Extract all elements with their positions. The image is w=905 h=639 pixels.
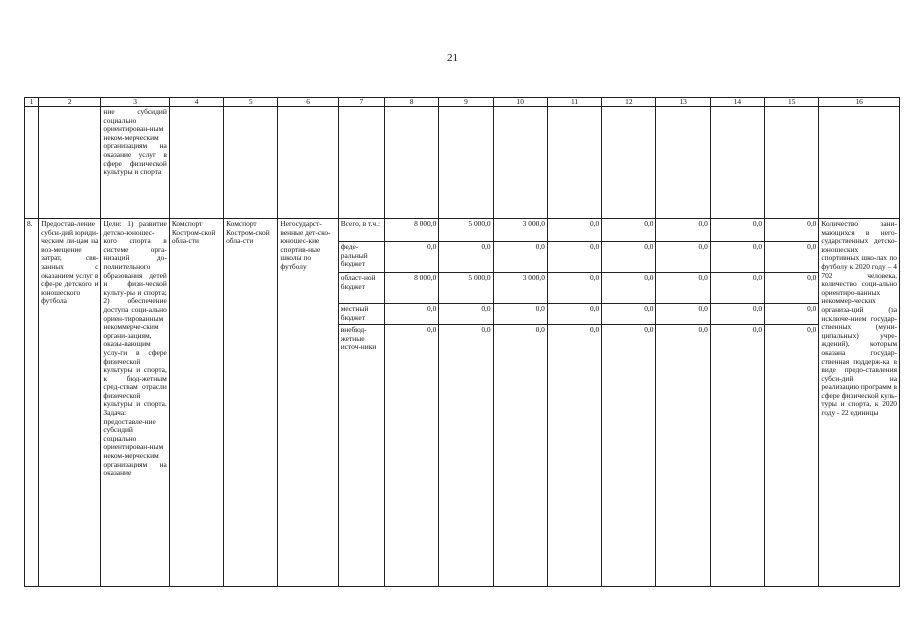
amount-value: 0,0 [711,241,764,271]
amount-cell [439,219,493,587]
executor-cell: Комспорт Костром-ской обла-сти [169,219,223,587]
amount-value: 0,0 [656,324,709,335]
column-header: 1 [25,98,39,107]
amount-value: 0,0 [765,241,818,271]
amount-value: 0,0 [385,324,438,335]
column-header: 15 [765,98,819,107]
amount-value: 0,0 [765,303,818,323]
amount-cell [547,219,601,587]
page-number: 21 [447,52,458,64]
amount-value: 0,0 [602,241,655,271]
amount-value: 0,0 [548,303,601,323]
amount-value: 0,0 [752,219,763,228]
amount-cell [656,219,710,587]
amount-value: 0,0 [711,272,764,302]
column-header: 16 [819,98,900,107]
amount-cell [710,219,764,587]
column-header: 6 [278,98,338,107]
amount-value: 0,0 [589,219,600,228]
amount-value: 0,0 [765,272,818,302]
amount-cell [602,219,656,587]
coexecutor-cell: Комспорт Костром-ской обла-сти [224,219,278,587]
source-label: местный бюджет [339,303,384,323]
column-header: 10 [493,98,547,107]
measure-cell: Предостав-ление субси-дий юриди-ческим ли-цам на воз-мещение затрат, свя-занных с оказанием услуг в сфе-ре детского и юношеского футбола [39,219,101,587]
continuation-goals-cell: ние субсидий социально ориентирован-ным неком-мерческим организациям на оказание услуг в сфере физической культуры и спорта [101,107,169,219]
table-row [25,219,900,587]
amount-value: 0,0 [439,241,492,271]
amount-cell [493,219,547,587]
amount-value: 0,0 [711,324,764,335]
source-label: феде-ральный бюджет [339,241,384,271]
amount-value: 8 000,0 [414,219,437,228]
column-header: 3 [101,98,169,107]
goals-cell: Цели: 1) развитие детско-юношес-кого спорта в системе орга-низаций до-полнительного образования детей и физи-ческой культу-ры и спорта; 2) обеспечение доступа соци-ально ориен-тированным некоммерче-ским органи-зациям, оказы-вающим услу-ги в сфере физической культуры и спорта, к бюд-жетным сред-ствам отрасли физической культуры и спорта. Задача: предоставле-ние субсидий социально ориентирован-ным неком-мерческим организациям на оказание [101,219,169,587]
column-header: 4 [169,98,223,107]
continuation-row [25,107,900,219]
amount-value: 0,0 [548,324,601,335]
indicator-cell: Количество зани-мающихся в него-сударственных детско-юношеских спортивных шко-лах по футболу к 2020 году – 4 702 человека, количество соци-ально ориентиро-ванных некоммер-ческих организа-ций (за исключе-нием государ-ственных (муни-ципальных) учре-ждений), которым оказана государ-ственная поддерж-ка в виде предо-ставления субси-дий на реализацию программ в сфере физической куль-туры и спорта, к 2020 году - 22 единицы [819,219,900,587]
amount-value: 5 000,0 [468,219,491,228]
amount-value: 0,0 [602,272,655,302]
amount-value: 0,0 [644,219,654,228]
amount-value: 0,0 [656,272,709,302]
amount-cell [385,219,439,587]
amount-value: 0,0 [494,303,547,323]
amount-value: 3 000,0 [522,219,545,228]
amount-value: 0,0 [385,303,438,323]
amount-value: 0,0 [656,303,709,323]
amount-value: 0,0 [494,241,547,271]
amount-value: 3 000,0 [494,272,547,302]
column-header: 7 [338,98,384,107]
column-header: 2 [39,98,101,107]
source-label: област-ной бюджет [339,272,384,302]
column-header: 13 [656,98,710,107]
amount-value: 0,0 [698,219,708,228]
column-header: 9 [439,98,493,107]
column-number-row [25,98,900,107]
column-header: 8 [385,98,439,107]
program-table [24,97,900,587]
column-header: 14 [710,98,764,107]
participants-cell: Негосударст-венные дет-ско-юношес-кие спортив-ные школы по футболу [278,219,338,587]
source-label: внебюд-жетные источ-ники [339,324,384,352]
column-header: 5 [224,98,278,107]
amount-value: 0,0 [494,324,547,335]
amount-value: 5 000,0 [439,272,492,302]
amount-value: 0,0 [548,272,601,302]
funding-source-cell [338,219,384,587]
column-header: 12 [602,98,656,107]
amount-value: 0,0 [385,241,438,271]
amount-value: 8 000,0 [385,272,438,302]
amount-value: 0,0 [602,324,655,335]
source-label: Всего, в т.ч.: [340,219,381,228]
amount-value: 0,0 [602,303,655,323]
amount-value: 0,0 [439,324,492,335]
amount-value: 0,0 [439,303,492,323]
column-header: 11 [547,98,601,107]
amount-value: 0,0 [765,324,818,335]
row-number: 8. [25,219,39,587]
amount-value: 0,0 [711,303,764,323]
amount-value: 0,0 [548,241,601,271]
amount-cell [765,219,819,587]
amount-value: 0,0 [807,219,817,228]
amount-value: 0,0 [656,241,709,271]
